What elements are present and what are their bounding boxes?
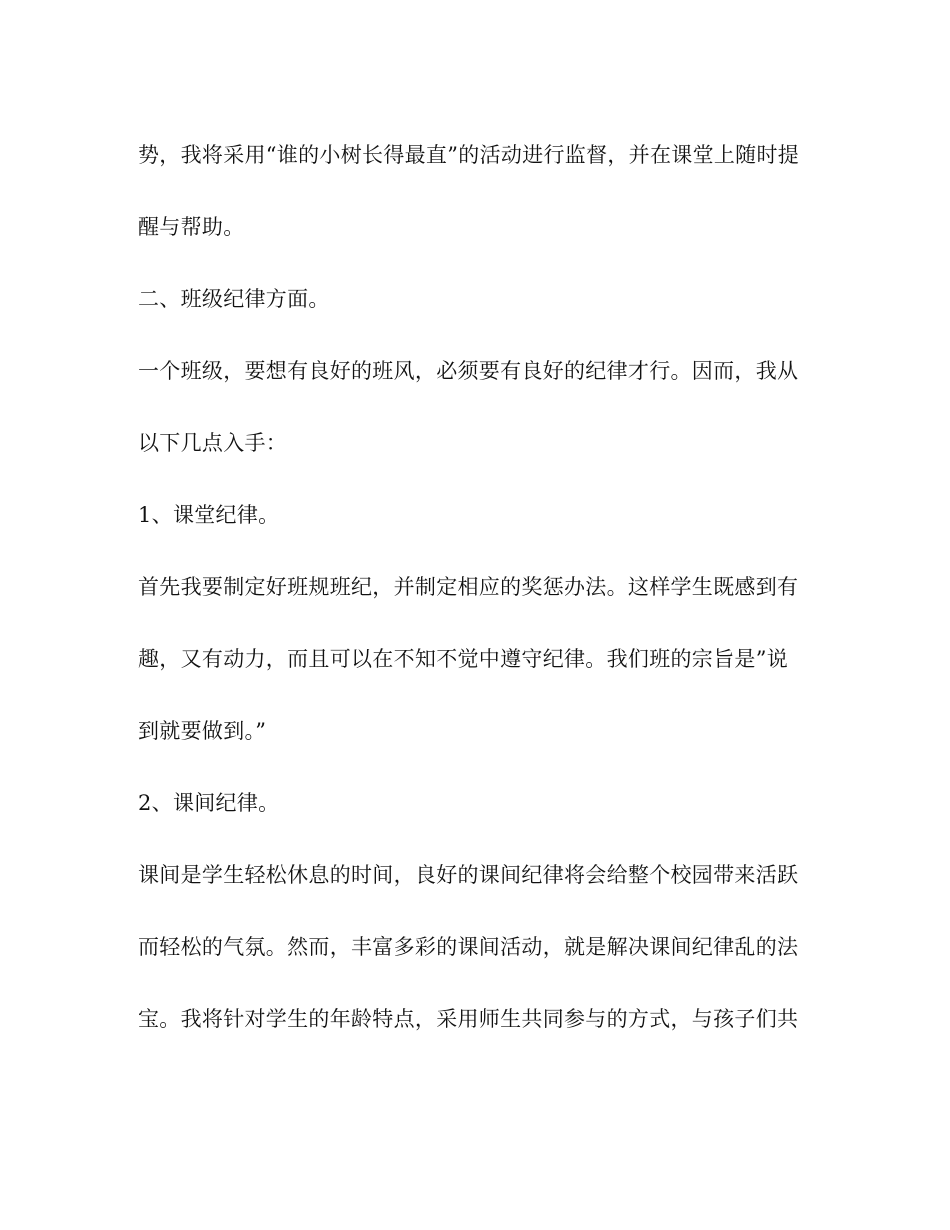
paragraph-line: 课间是学生轻松休息的时间，良好的课间纪律将会给整个校园带来活跃 bbox=[138, 863, 799, 887]
paragraph-line: 到就要做到。” bbox=[138, 719, 267, 743]
paragraph-line: 势，我将采用“谁的小树长得最直”的活动进行监督，并在课堂上随时提 bbox=[138, 143, 800, 167]
paragraph-line: 醒与帮助。 bbox=[138, 215, 245, 239]
section-heading: 二、班级纪律方面。 bbox=[138, 287, 330, 311]
paragraph-line: 而轻松的气氛。然而，丰富多彩的课间活动，就是解决课间纪律乱的法 bbox=[138, 935, 799, 959]
paragraph-line: 以下几点入手： bbox=[138, 431, 288, 455]
paragraph-line: 首先我要制定好班规班纪，并制定相应的奖惩办法。这样学生既感到有 bbox=[138, 575, 799, 599]
subsection-heading: 1、课堂纪律。 bbox=[138, 503, 280, 527]
paragraph-line: 宝。我将针对学生的年龄特点，采用师生共同参与的方式，与孩子们共 bbox=[138, 1007, 799, 1031]
paragraph-line: 趣，又有动力，而且可以在不知不觉中遵守纪律。我们班的宗旨是”说 bbox=[138, 647, 789, 671]
subsection-heading: 2、课间纪律。 bbox=[138, 791, 280, 815]
paragraph-line: 一个班级，要想有良好的班风，必须要有良好的纪律才行。因而，我从 bbox=[138, 359, 799, 383]
